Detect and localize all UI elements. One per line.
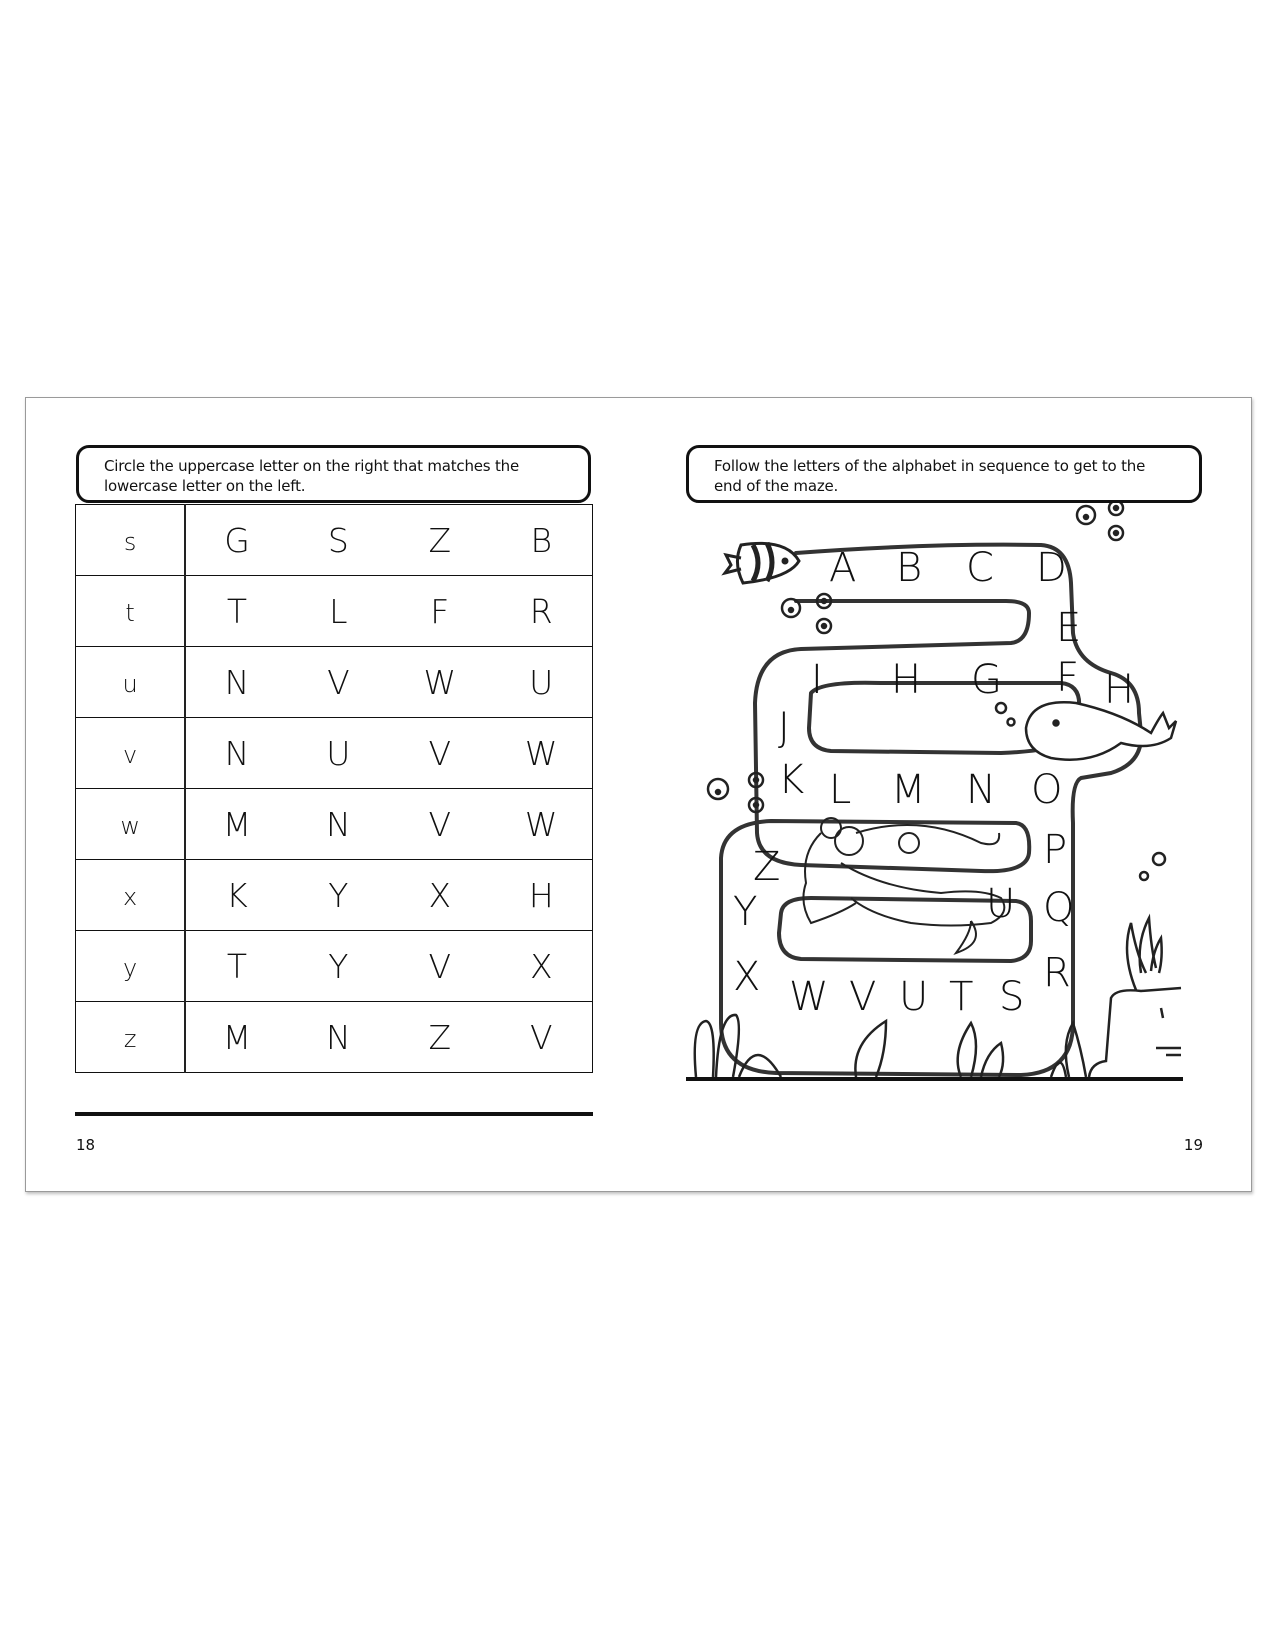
table-row xyxy=(76,576,593,647)
maze-letter: H xyxy=(891,657,922,703)
lowercase-cell: u xyxy=(76,647,186,718)
option-cell[interactable]: X xyxy=(389,860,490,931)
maze-letter-distractor: U xyxy=(986,881,1016,927)
option-cell[interactable]: F xyxy=(389,576,490,647)
option-cell[interactable]: T xyxy=(185,576,287,647)
maze-letter: W xyxy=(789,974,829,1020)
option-cell[interactable]: K xyxy=(185,860,287,931)
option-cell[interactable]: W xyxy=(491,718,593,789)
maze-letter: V xyxy=(849,974,877,1020)
page-number: 19 xyxy=(1183,1136,1203,1154)
maze-letter: Z xyxy=(753,844,781,890)
mermaid-icon xyxy=(803,818,1004,953)
option-cell[interactable]: S xyxy=(288,505,389,576)
option-cell[interactable]: U xyxy=(491,647,593,718)
letter-match-table xyxy=(75,504,593,1073)
maze-letter: G xyxy=(971,657,1002,703)
fish-icon xyxy=(725,543,799,583)
instruction-line-2: lowercase letter on the left. xyxy=(104,477,306,495)
maze-letter: T xyxy=(949,974,974,1020)
option-cell[interactable]: V xyxy=(389,789,490,860)
maze-letter: C xyxy=(966,545,994,591)
option-cell[interactable]: T xyxy=(185,931,287,1002)
table-row xyxy=(76,789,593,860)
maze-letter: E xyxy=(1056,605,1082,651)
maze-letter: I xyxy=(811,657,823,703)
option-cell[interactable]: X xyxy=(491,931,593,1002)
option-cell[interactable]: Z xyxy=(389,505,490,576)
option-cell[interactable]: U xyxy=(288,718,389,789)
maze-letter: R xyxy=(1043,950,1071,996)
right-instruction-box xyxy=(686,445,1202,503)
table-row xyxy=(76,931,593,1002)
option-cell[interactable]: V xyxy=(389,931,490,1002)
instruction-line-1: Circle the uppercase letter on the right that matches the xyxy=(104,457,520,475)
option-cell[interactable]: Y xyxy=(288,860,389,931)
option-cell[interactable]: N xyxy=(288,789,389,860)
option-cell[interactable]: L xyxy=(288,576,389,647)
option-cell[interactable]: V xyxy=(389,718,490,789)
maze-letter-distractor: H xyxy=(1104,667,1135,713)
alphabet-maze xyxy=(681,503,1211,1123)
lowercase-cell: y xyxy=(76,931,186,1002)
maze-letter: F xyxy=(1056,655,1080,701)
maze-letter: P xyxy=(1043,827,1068,873)
maze-letter: N xyxy=(966,767,996,813)
rock-icon xyxy=(1089,988,1181,1077)
lowercase-cell: t xyxy=(76,576,186,647)
maze-letter: M xyxy=(891,767,926,813)
left-instruction-box xyxy=(76,445,591,503)
lowercase-cell: w xyxy=(76,789,186,860)
option-cell[interactable]: Z xyxy=(389,1002,490,1073)
option-cell[interactable]: Y xyxy=(288,931,389,1002)
option-cell[interactable]: B xyxy=(491,505,593,576)
maze-letter: Y xyxy=(733,889,758,935)
maze-letter: Q xyxy=(1043,885,1075,931)
left-page xyxy=(26,398,641,1191)
table-row xyxy=(76,647,593,718)
option-cell[interactable]: G xyxy=(185,505,287,576)
lowercase-cell: z xyxy=(76,1002,186,1073)
maze-letter: S xyxy=(999,974,1025,1020)
maze-letter: B xyxy=(896,545,923,591)
option-cell[interactable]: R xyxy=(491,576,593,647)
maze-letter: K xyxy=(778,757,805,803)
option-cell[interactable]: N xyxy=(185,718,287,789)
lowercase-cell: x xyxy=(76,860,186,931)
table-row xyxy=(76,1002,593,1073)
option-cell[interactable]: M xyxy=(185,789,287,860)
instruction-line-1: Follow the letters of the alphabet in sequence to get to the xyxy=(714,457,1146,475)
option-cell[interactable]: H xyxy=(491,860,593,931)
page-number: 18 xyxy=(76,1136,96,1154)
table-row xyxy=(76,505,593,576)
option-cell[interactable]: N xyxy=(288,1002,389,1073)
maze-letter: X xyxy=(733,954,761,1000)
maze-letter: L xyxy=(829,767,852,813)
table-row xyxy=(76,718,593,789)
option-cell[interactable]: V xyxy=(288,647,389,718)
footer-rule xyxy=(75,1112,593,1116)
right-page xyxy=(641,398,1251,1191)
maze-letter: J xyxy=(778,705,790,751)
option-cell[interactable]: V xyxy=(491,1002,593,1073)
book-spread xyxy=(25,397,1252,1192)
option-cell[interactable]: N xyxy=(185,647,287,718)
option-cell[interactable]: M xyxy=(185,1002,287,1073)
table-row xyxy=(76,860,593,931)
lowercase-cell: v xyxy=(76,718,186,789)
maze-letter: A xyxy=(829,545,857,591)
maze-letter: O xyxy=(1031,767,1063,813)
option-cell[interactable]: W xyxy=(491,789,593,860)
instruction-line-2: end of the maze. xyxy=(714,477,839,495)
maze-letter: U xyxy=(899,974,929,1020)
lowercase-cell: s xyxy=(76,505,186,576)
option-cell[interactable]: W xyxy=(389,647,490,718)
maze-letter: D xyxy=(1036,545,1067,591)
